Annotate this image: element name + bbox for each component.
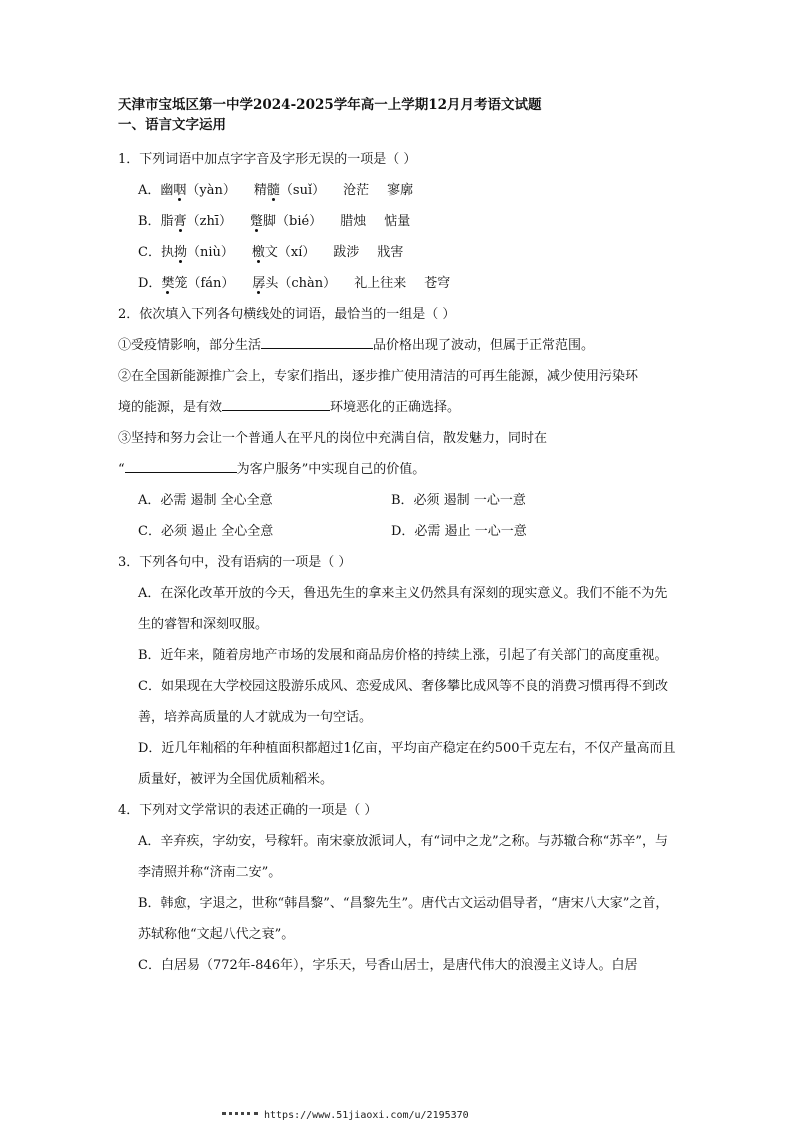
exam-content (118, 95, 678, 981)
answer-blank (222, 396, 330, 411)
q3-option-a: A．在深化改革开放的今天，鲁迅先生的拿来主义仍然具有深刻的现实意义。我们不能不为先生的睿智和深刻叹服。 (138, 586, 668, 632)
q2-stem: 2．依次填入下列各句横线处的词语，最恰当的一组是（ ） (118, 307, 456, 322)
footer-watermark (222, 1110, 469, 1121)
question-2 (118, 299, 678, 547)
question-3 (118, 547, 678, 795)
answer-blank (261, 334, 373, 349)
q2-sentence-3a: ③坚持和努力会让一个普通人在平凡的岗位中充满自信，散发魅力，同时在 (118, 431, 548, 446)
q2-sentence-2b: 境的能源，是有效 环境恶化的正确选择。 (118, 392, 678, 423)
q2-options-row-1 (118, 485, 678, 516)
watermark-logo-icon (222, 1112, 258, 1118)
question-1 (118, 144, 678, 299)
q3-option-c: C．如果现在大学校园这股游乐成风、恋爱成风、奢侈攀比成风等不良的消费习惯再得不到改善，培养高质量的人才就成为一句空话。 (138, 679, 668, 725)
q2-options-row-2 (118, 516, 678, 547)
q2-option-c: C．必须 遏止 全心全意 (138, 524, 274, 539)
q1-option-b: B．脂膏（zhī） 蹩脚（bié） 腊烛 惦量 (138, 214, 411, 229)
q4-option-b: B．韩愈，字退之，世称“韩昌黎”、“昌黎先生”。唐代古文运动倡导者，“唐宋八大家”之首，苏轼称他“文起八代之衰”。 (138, 896, 669, 942)
q1-stem: 1．下列词语中加点字字音及字形无误的一项是（ ） (118, 152, 417, 167)
q2-option-d: D．必需 遏止 一心一意 (391, 524, 527, 539)
q4-option-c: C．白居易（772年-846年），字乐天，号香山居士，是唐代伟大的浪漫主义诗人。白居 (138, 958, 638, 973)
q3-stem: 3．下列各句中，没有语病的一项是（ ） (118, 555, 352, 570)
q3-option-b: B．近年来，随着房地产市场的发展和商品房价格的持续上涨，引起了有关部门的高度重视。 (138, 648, 668, 663)
q2-option-b: B．必须 遏制 一心一意 (391, 493, 526, 508)
footer-url[interactable]: https://www.51jiaoxi.com/u/2195370 (264, 1110, 469, 1121)
q3-option-d: D．近几年籼稻的年种植面积都超过1亿亩，平均亩产稳定在约500千克左右，不仅产量高而且质量好，被评为全国优质籼稻米。 (138, 741, 676, 787)
question-4 (118, 795, 678, 981)
section-heading: 一、语言文字运用 (118, 117, 226, 133)
exam-title: 天津市宝坻区第一中学2024-2025学年高一上学期12月月考语文试题 (118, 97, 542, 113)
q2-sentence-2a: ②在全国新能源推广会上，专家们指出，逐步推广使用清洁的可再生能源，减少使用污染环 (118, 369, 639, 384)
q1-option-a: A．幽咽（yàn） 精髓（suǐ） 沧茫 寥廓 (138, 183, 414, 198)
q4-stem: 4．下列对文学常识的表述正确的一项是（ ） (118, 803, 378, 818)
q2-sentence-3b: “ 为客户服务”中实现自己的价值。 (118, 454, 678, 485)
q2-sentence-1: ①受疫情影响，部分生活 品价格出现了波动，但属于正常范围。 (118, 330, 678, 361)
q1-option-c: C．执拗（niù） 檄文（xí） 跋涉 戕害 (138, 245, 404, 260)
q1-option-d: D．樊笼（fán） 孱头（chàn） 礼上往来 苍穹 (138, 276, 451, 291)
q2-option-a: A．必需 遏制 全心全意 (138, 493, 273, 508)
q4-option-a: A．辛弃疾，字幼安，号稼轩。南宋豪放派词人，有“词中之龙”之称。与苏辙合称“苏辛”，与李清照并称“济南二安”。 (138, 834, 668, 880)
answer-blank (125, 458, 237, 473)
